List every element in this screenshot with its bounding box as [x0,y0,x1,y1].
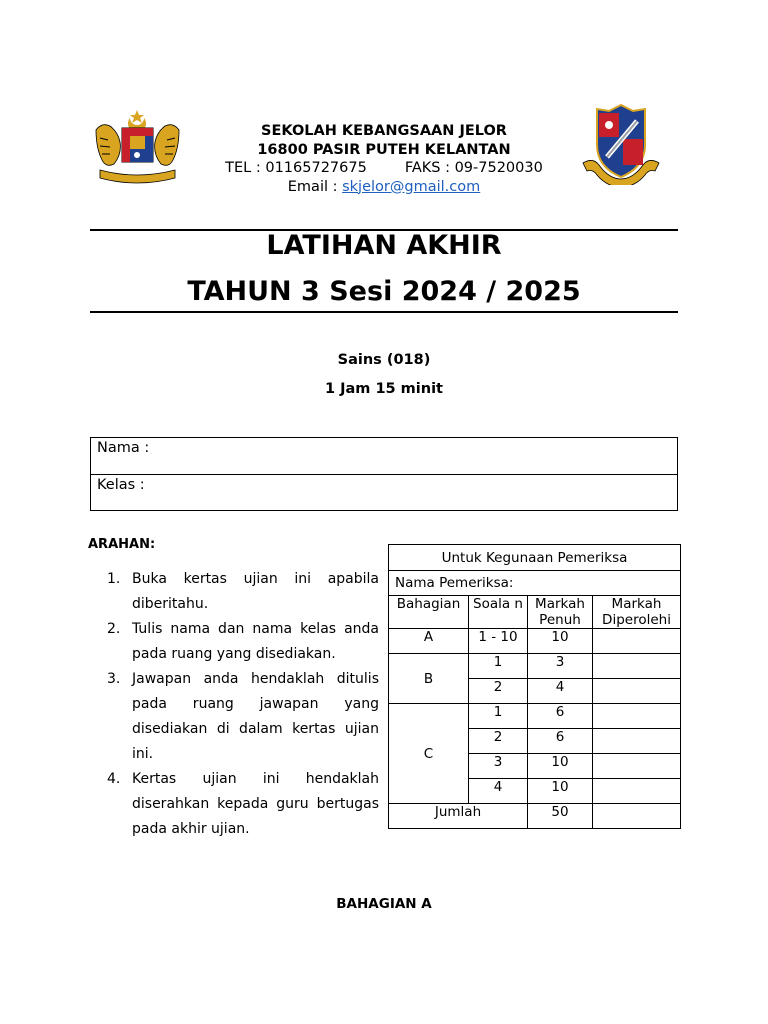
list-item-text: Tulis nama dan nama kelas anda pada ruang yang disediakan. [132,621,379,662]
school-email-line [190,178,578,197]
arahan-heading: ARAHAN: [88,537,156,552]
soalan-cell: 1 [469,704,528,729]
markah-diperolehi-cell[interactable] [593,779,681,804]
subject-name: Sains (018) [337,352,431,368]
table-row [389,629,681,654]
kelas-field[interactable] [91,474,677,510]
markah-diperolehi-cell[interactable] [593,729,681,754]
list-item-number: 3. [107,671,121,687]
markah-penuh-cell: 10 [528,754,593,779]
list-item [107,617,379,667]
examiner-table [388,544,681,829]
school-tel: TEL : 01165727675 [225,160,367,176]
school-address: 16800 PASIR PUTEH KELANTAN [257,141,511,158]
list-item-text: Buka kertas ujian ini apabila diberitahu. [132,571,379,612]
table-row-total [389,804,681,829]
exam-duration: 1 Jam 15 minit [324,381,443,397]
title-bottom-rule [90,311,678,313]
instruction-list [107,567,379,842]
markah-diperolehi-cell[interactable] [593,679,681,704]
list-item-text: Jawapan anda hendaklah ditulis pada ruang jawapan yang disediakan di dalam kertas ujian ini. [132,671,379,762]
soalan-cell: 1 [469,654,528,679]
jumlah-value: 50 [528,804,593,829]
nama-label: Nama : [97,440,150,456]
nama-pemeriksa-cell[interactable]: Nama Pemeriksa: [389,571,681,596]
coat-of-arms-logo [90,108,185,184]
soalan-cell: 4 [469,779,528,804]
markah-penuh-cell: 6 [528,729,593,754]
exam-session: TAHUN 3 Sesi 2024 / 2025 [187,276,581,307]
header-markah-penuh: Markah Penuh [528,596,593,629]
markah-penuh-cell: 10 [528,779,593,804]
school-header [190,122,578,196]
nama-field[interactable] [91,438,677,474]
jumlah-diperolehi-cell[interactable] [593,804,681,829]
email-link[interactable]: skjelor@gmail.com [342,178,481,195]
soalan-cell: 2 [469,729,528,754]
list-item [107,567,379,617]
table-header-row [389,596,681,629]
exam-title: LATIHAN AKHIR [266,230,502,261]
bahagian-b-label: B [389,654,469,704]
kelas-label: Kelas : [97,477,145,493]
markah-diperolehi-cell[interactable] [593,629,681,654]
table-row [389,654,681,679]
soalan-cell: 2 [469,679,528,704]
markah-diperolehi-cell[interactable] [593,704,681,729]
markah-diperolehi-cell[interactable] [593,654,681,679]
school-name: SEKOLAH KEBANGSAAN JELOR [261,123,507,139]
jumlah-label: Jumlah [389,804,528,829]
markah-penuh-cell: 4 [528,679,593,704]
email-label: Email : [287,178,343,195]
list-item-number: 4. [107,771,121,787]
list-item [107,667,379,767]
list-item-text: Kertas ujian ini hendaklah diserahkan kepada guru bertugas pada akhir ujian. [132,771,379,837]
list-item [107,767,379,842]
school-faks: FAKS : 09-7520030 [404,160,543,176]
bahagian-c-label: C [389,704,469,804]
list-item-number: 2. [107,621,121,637]
header-soalan: Soala n [469,596,528,629]
markah-penuh-cell: 10 [528,629,593,654]
list-item-number: 1. [107,571,121,587]
soalan-cell: 3 [469,754,528,779]
markah-diperolehi-cell[interactable] [593,754,681,779]
header-bahagian: Bahagian [389,596,469,629]
soalan-cell: 1 - 10 [469,629,528,654]
school-contact [190,159,578,178]
header-markah-diperolehi: Markah Diperolehi [593,596,681,629]
markah-penuh-cell: 3 [528,654,593,679]
student-info-box [90,437,678,511]
school-crest-logo [581,103,661,185]
section-heading: BAHAGIAN A [336,896,432,912]
bahagian-a-label: A [389,629,469,654]
table-row [389,704,681,729]
examiner-table-title: Untuk Kegunaan Pemeriksa [389,545,681,571]
markah-penuh-cell: 6 [528,704,593,729]
